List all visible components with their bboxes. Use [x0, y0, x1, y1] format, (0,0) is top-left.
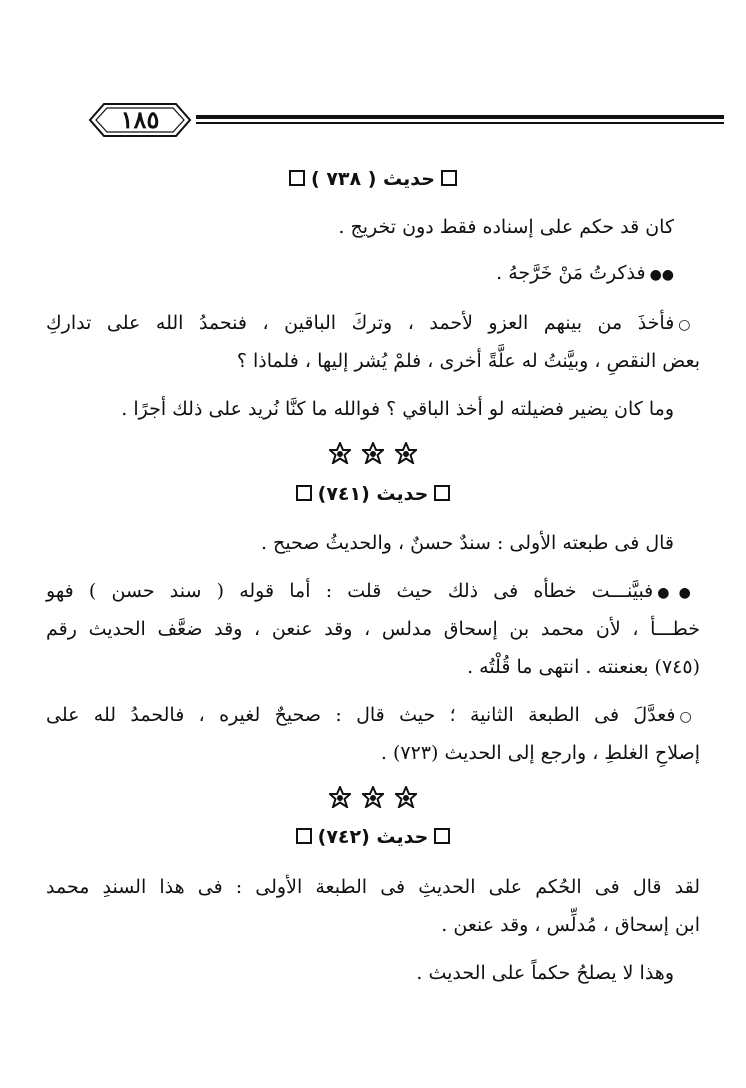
section-ornament — [0, 786, 746, 812]
star-ornament-icon — [329, 786, 351, 808]
paragraph-line: خطـــأ ، لأن محمد بن إسحاق مدلس ، وقد عنعن ، وقد ضعَّف الحديث رقم — [46, 618, 700, 640]
paragraph-line: ●●فذكرتُ مَنْ خَرَّجهُ . — [496, 262, 674, 284]
square-bullet-icon — [434, 485, 450, 501]
heading-text: حديث (٧٤٢) — [317, 826, 429, 848]
header-rule — [196, 115, 724, 125]
star-ornament-icon — [329, 442, 351, 464]
square-bullet-icon — [296, 828, 312, 844]
section-ornament — [0, 442, 746, 468]
paragraph-line: وما كان يضير فضيلته لو أخذ الباقي ؟ فوالله ما كنَّا نُريد على ذلك أجرًا . — [121, 398, 674, 420]
header-rule-thick — [196, 115, 724, 119]
heading-text: حديث ( ٧٣٨ ) — [311, 168, 435, 190]
page-number: ١٨٥ — [120, 105, 160, 134]
double-dot-bullet-icon: ●● — [649, 267, 674, 283]
paragraph-line: قال فى طبعته الأولى : سندٌ حسنٌ ، والحديثُ صحيح . — [260, 532, 674, 554]
page-number-badge — [88, 101, 192, 139]
square-bullet-icon — [296, 485, 312, 501]
ring-bullet-icon: ○ — [678, 317, 700, 333]
paragraph-line: بعض النقصِ ، وبيَّنتُ له علَّةً أخرى ، فلمْ يُشر إليها ، فلماذا ؟ — [236, 350, 700, 372]
ring-bullet-icon: ○ — [679, 709, 700, 725]
paragraph-line: لقد قال فى الحُكم على الحديثِ فى الطبعة الأولى : فى هذا السندِ محمد — [46, 876, 700, 898]
heading-text: حديث (٧٤١) — [317, 483, 429, 505]
hadith-heading-742 — [0, 826, 746, 848]
paragraph-line: (٧٤٥) بعنعنته . انتهى ما قُلْتُه . — [467, 656, 700, 678]
paragraph-line: كان قد حكم على إسناده فقط دون تخريج . — [338, 216, 674, 238]
double-dot-bullet-icon: ●● — [657, 585, 701, 601]
star-ornament-icon — [362, 786, 384, 808]
square-bullet-icon — [441, 170, 457, 186]
square-bullet-icon — [289, 170, 305, 186]
star-ornament-icon — [362, 442, 384, 464]
paragraph-line: ○فعدَّلَ فى الطبعة الثانية ؛ حيث قال : صحيحٌ لغيره ، فالحمدُ لله على — [46, 704, 700, 726]
hadith-heading-738 — [0, 168, 746, 190]
square-bullet-icon — [434, 828, 450, 844]
paragraph-line: ●●فبيَّنـــت خطأه فى ذلك حيث قلت : أما قوله ( سند حسن ) فهو — [46, 580, 701, 602]
paragraph-line: ○فأخذَ من بينهم العزو لأحمد ، وتركَ الباقين ، فنحمدُ الله على تداركِ — [46, 312, 700, 334]
paragraph-line: وهذا لا يصلحُ حكماً على الحديث . — [416, 962, 674, 984]
hadith-heading-741 — [0, 483, 746, 505]
star-ornament-icon — [395, 786, 417, 808]
paragraph-line: ابن إسحاق ، مُدلِّس ، وقد عنعن . — [441, 914, 700, 936]
header-rule-thin — [196, 122, 724, 124]
paragraph-line: إصلاحِ الغلطِ ، وارجع إلى الحديث (٧٢٣) . — [380, 742, 700, 764]
star-ornament-icon — [395, 442, 417, 464]
